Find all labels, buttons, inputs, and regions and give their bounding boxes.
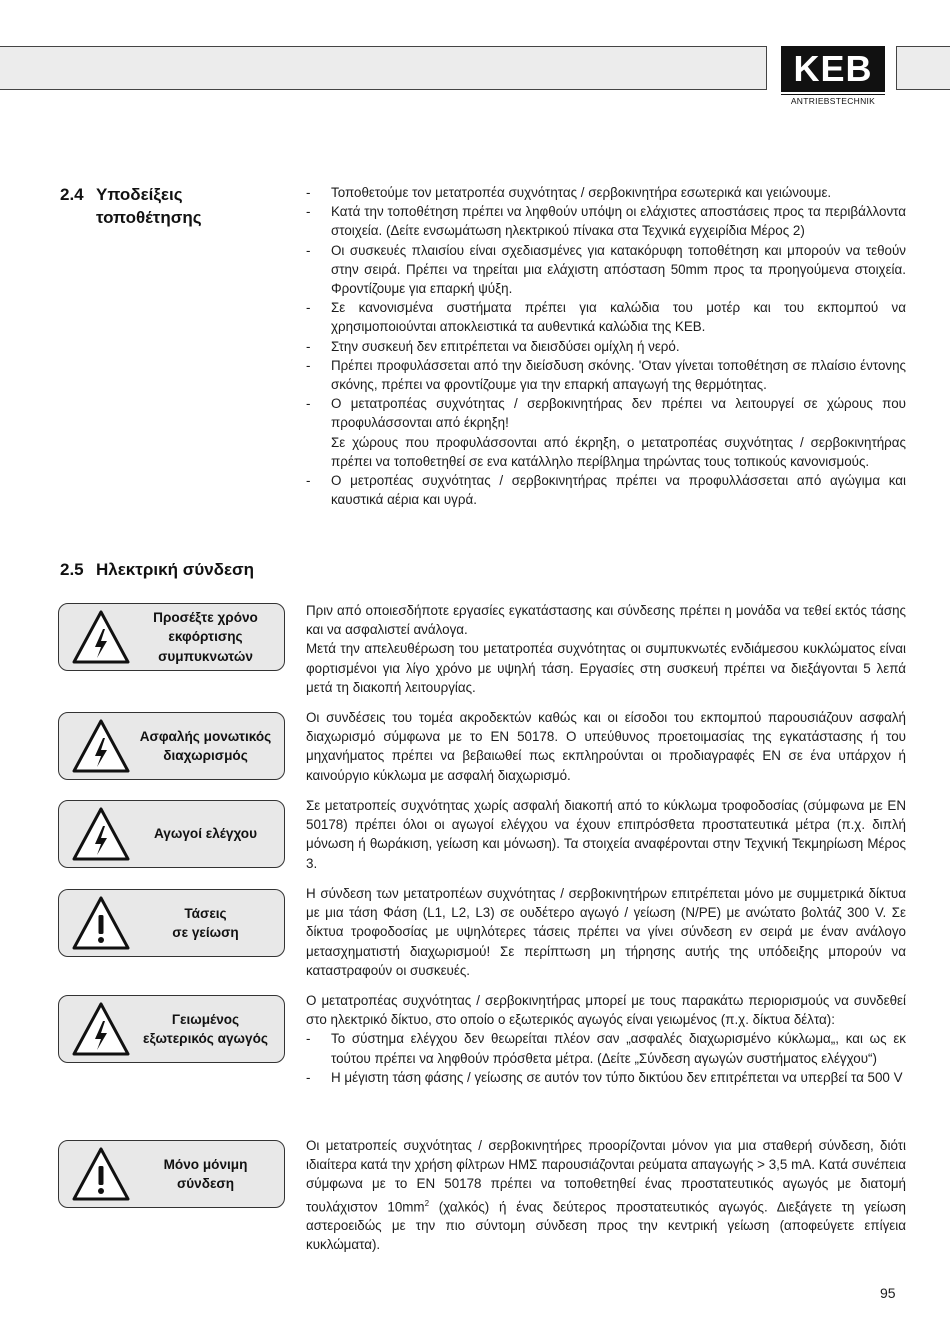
paragraph-text: Οι συνδέσεις του τομέα ακροδεκτών καθώς και οι είσοδοι του εκπομπού παρουσιάζουν ασφαλή διαχωρισμό σύμφωνα με το EN 50178. Ο υπεύθυνος προετοιμασίας της εγκατάστασης ή του μηχανήματος πρέπει να βεβαιωθεί πως εκπληρούνται οι προδιαγραφές EN σε ένα υπάρχον ή καινούργιο κύκλωμα με ασφαλή διαχωρισμό. [306, 710, 906, 783]
header-bar-right [896, 46, 950, 90]
logo-subtitle: ANTRIEBSTECHNIK [781, 94, 885, 106]
list-item: - Σε κανονισμένα συστήματα πρέπει για καλώδια του μοτέρ και του εκπομπού να χρησιμοποιούνται αποκλειστικά τα αυθεντικά καλώδια της KEB. [306, 300, 906, 335]
warning-box-discharge [58, 603, 285, 671]
paragraph-discharge [306, 601, 906, 697]
warning-label-line: εξωτερικός αγωγός [143, 1031, 268, 1046]
warning-label-line: Αγωγοί ελέγχου [153, 826, 258, 842]
section-title-line1: Υποδείξεις [96, 185, 183, 204]
warning-label-line: συμπυκνωτών [158, 648, 253, 664]
paragraph-earth-voltages [306, 884, 906, 980]
section-2-4-title [60, 183, 202, 229]
page-number: 95 [880, 1285, 896, 1301]
list-item: - Πρέπει προφυλάσσεται από την διείσδυση σκόνης. 'Οταν γίνεται τοποθέτηση σε πλαίσιο έντονης σκόνης, πρέπει να φροντίζουμε για την επαρκή απαγωγή της θερμότητας. [306, 357, 906, 393]
list-item: - Τοποθετούμε τον μετατροπέα συχνότητας / σερβοκινητήρα εσωτερικά και γειώνουμε. [306, 185, 832, 200]
paragraph-text: Πριν από οποιεσδήποτε εργασίες εγκατάστασης και σύνδεσης πρέπει η μονάδα να τεθεί εκτός τάσης και να ασφαλιστεί ανάλογα. [306, 603, 906, 638]
warning-box-control-lines [58, 800, 285, 868]
list-item: - Οι συσκευές πλαισίου είναι σχεδιασμένες για κατακόρυφη τοποθέτηση και μπορούν να τεθούν στην σειρά. Πρέπει να τηρείται μια ελάχιστη απόσταση 50mm προς τα προηγούμενα στοιχεία. Φροντίζουμε για επαρκή ψύξη. [306, 242, 906, 297]
warning-label-line: σύνδεση [176, 1176, 235, 1191]
exclamation-warning-icon [71, 1146, 131, 1202]
warning-box-fixed-connection [58, 1140, 285, 1208]
warning-label-line: Γειωμένος [171, 1011, 240, 1027]
installation-notes-list [306, 183, 906, 509]
section-title-line2: τοποθέτησης [96, 208, 202, 227]
list-item: - Κατά την τοποθέτηση πρέπει να ληφθούν υπόψη οι ελάχιστες αποστάσεις προς τα περιβάλλοντα στοιχεία. (Δείτε ενσωμάτωση ηλεκτρικού πίνακα στα Τεχνικά εγχειρίδια Μέρος 2) [306, 204, 906, 239]
warning-box-earth-voltages [58, 889, 285, 957]
lightning-warning-icon [71, 806, 131, 862]
lightning-warning-icon [71, 609, 131, 665]
superscript: 2 [424, 1198, 430, 1208]
logo-text: KEB [793, 48, 873, 89]
warning-box-earthed-phase [58, 995, 285, 1063]
exclamation-warning-icon [71, 895, 131, 951]
header-bar-left [0, 46, 767, 90]
paragraph-text: Ο μετατροπέας συχνότητας / σερβοκινητήρας μπορεί με τους παρακάτω περιορισμούς να συνδεθεί στο ηλεκτρικό δίκτυο, στο οποίο ο εξωτερικός αγωγός είναι γειωμένος (π.χ. δίκτυα δέλτα): [306, 993, 906, 1028]
list-item: - Στην συσκευή δεν επιτρέπεται να διεισδύσει ομίχλη ή νερό. [306, 338, 680, 354]
list-item-continuation: Σε χώρους που προφυλάσσονται από έκρηξη, ο μετατροπέας συχνότητας / σερβοκινητήρας πρέπει να τοποθετηθεί σε ενα κατάλληλο περίβλημα τηρώντας τους τοπικούς κανονισμούς. [331, 434, 906, 469]
warning-label-line: σε γείωση [172, 925, 239, 940]
paragraph-earthed-phase [306, 991, 906, 1087]
warning-label-line: Τάσεις [184, 905, 227, 921]
lightning-warning-icon [71, 718, 131, 774]
list-item: - Ο μετατροπέας συχνότητας / σερβοκινητήρας δεν πρέπει να λειτουργεί σε χώρους που προφυλάσσονται από έκρηξη! Σε χώρους που προφυλάσσονται από έκρηξη, ο μετατροπέας συχνότητας / σερβοκινητήρας πρέπει να τοποθετηθεί σε ενα κατάλληλο περίβλημα τηρώντας τους τοπικούς κανονισμούς. [306, 394, 906, 471]
paragraph-text: Οι μετατροπείς συχνότητας / σερβοκινητήρες προορίζονται μόνον για μια σταθερή σύνδεση, διότι ιδιαίτερα κατά την χρήση φίλτρων ΗΜΣ παρουσιάζονται ρεύματα απαγωγής > 3,5 mA. Κατά συνέπεια σύμφωνα με το EN 50178 πρέπει να τοποθετηθεί ένας προστατευτικός αγωγός με διατομή τουλάχιστον $10mm^2$ (χαλκός) ή ένας δεύτερος προστατευτικός αγωγός. Διεξάγετε τη γείωση αστεροειδώς με την πιο σύντομη σύνδεση προς την κεντρική γείωση (αποφεύγετε επίγεια κυκλώματα). [306, 1138, 906, 1253]
list-item: - Η μέγιστη τάση φάσης / γείωσης σε αυτόν τον τύπο δικτύου δεν επιτρέπεται να υπερβεί τα 500 V [306, 1069, 903, 1085]
list-item: - Ο μετροπέας συχνότητας / σερβοκινητήρας πρέπει να προφυλλάσσεται από αγώγιμα και καυστικά αέρια και υγρά. [306, 473, 906, 508]
paragraph-text: Η σύνδεση των μετατροπέων συχνότητας / σερβοκινητήρων επιτρέπεται μόνο με συμμετρικά δίκτυα με μια τάση Φάση (L1, L2, L3) σε ουδέτερο αγωγό / γείωση (N/PE) με ανώτατο βολτάζ 300 V. Σε δίκτυα τροφοδοσίας με υψηλότερες τάσεις πρέπει να γίνει σύνδεση εν σειρά με έναν ανάλογο μετασχηματιστή διαχωρισμού! Σε περίπτωση μη τήρησης αυτής της υπόδειξης μπορούν να καταστραφούν οι συσκευές. [306, 886, 906, 978]
warning-box-isolation [58, 712, 285, 780]
section-number: 2.4 [60, 185, 84, 204]
lightning-warning-icon [71, 1001, 131, 1057]
warning-label-line: Μόνο μόνιμη [163, 1156, 248, 1172]
paragraph-text: Μετά την απελευθέρωση του μετατροπέα συχνότητας οι συμπυκνωτές ενδιάμεσου κυκλώματος είναι φορτισμένοι για λίγο χρόνο με υψηλή τάση. Εργασίες στη συσκευή πρέπει να διεξάγονται 5 λεπά μετά τη διακοπή λειτουργίας. [306, 641, 906, 695]
warning-label-line: διαχωρισμός [163, 748, 248, 763]
keb-logo [781, 46, 885, 110]
section-title: Ηλεκτρική σύνδεση [96, 560, 255, 579]
paragraph-text: Σε μετατροπείς συχνότητας χωρίς ασφαλή διακοπή από το κύκλωμα τροφοδοσίας (σύμφωνα με EN 50178) πρέπει όλοι οι αγωγοί ελέγχου να έχουν επιπρόσθετα προστατευτικά μέτρα (π.χ. διπλή μόνωση ή θωράκιση, γείωση και μόνωση). Τα στοιχεία αναφέρονται στην Τεχνική Τεκμηρίωση Μέρος 3. [306, 798, 906, 871]
paragraph-fixed-connection [306, 1136, 906, 1255]
section-number: 2.5 [60, 560, 84, 579]
earthed-phase-list [306, 1029, 906, 1087]
list-item: - Το σύστημα ελέγχου δεν θεωρείται πλέον σαν „ασφαλές διαχωρισμένο κύκλωμα„, και ως εκ τούτου πρέπει να ληφθούν πρόσθετα μέτρα. (Δείτε „Σύνδεση αγωγών συστήματος ελέγχου“) [306, 1031, 906, 1066]
paragraph-isolation [306, 708, 906, 785]
warning-label-line: εκφόρτισης [168, 629, 243, 645]
warning-label-line: Ασφαλής μονωτικός [139, 728, 272, 744]
warning-label-line: Προσέξτε χρόνο [153, 609, 258, 625]
paragraph-control-lines [306, 796, 906, 873]
section-2-5-title [60, 558, 254, 581]
